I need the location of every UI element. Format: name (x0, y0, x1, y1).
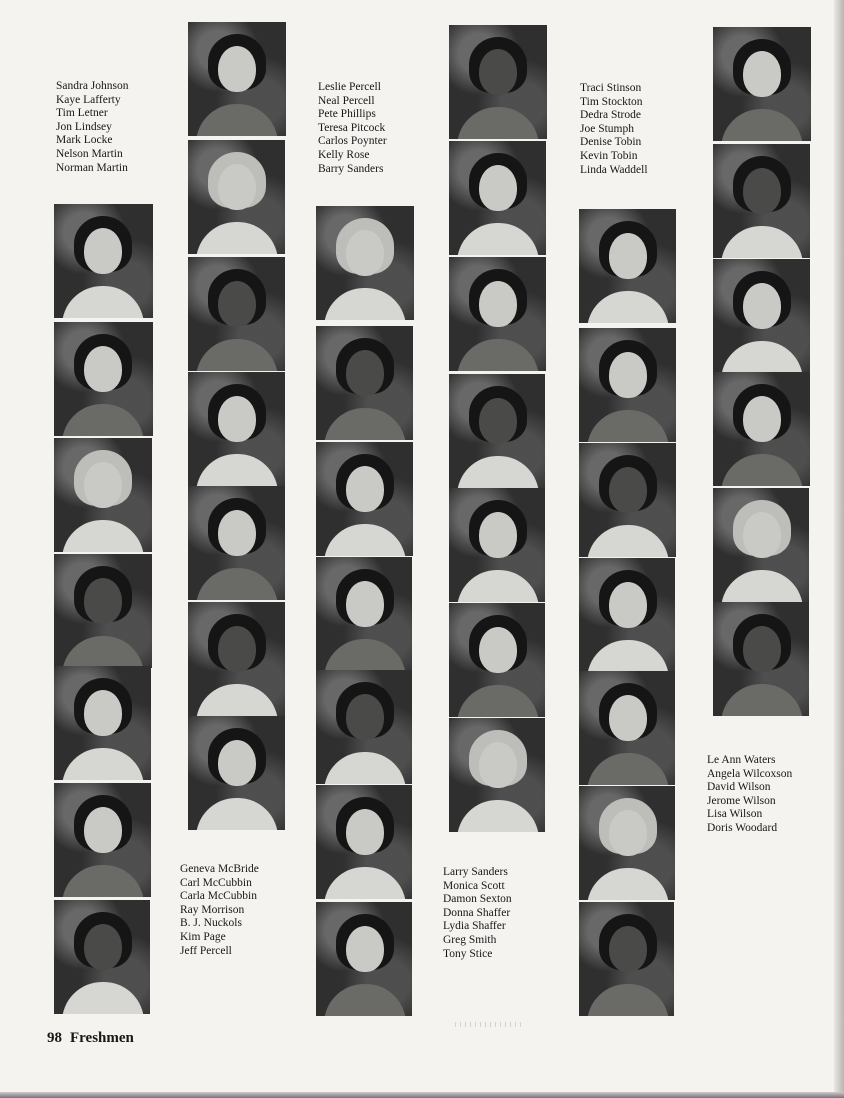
shoulders-shape (62, 982, 144, 1014)
student-portrait (713, 27, 811, 141)
face-shape (218, 281, 256, 327)
shoulders-shape (457, 800, 539, 832)
face-shape (218, 396, 256, 442)
student-name: Jerome Wilson (707, 794, 776, 807)
face-shape (743, 51, 781, 97)
student-portrait (579, 328, 676, 442)
student-portrait (449, 374, 545, 488)
student-portrait (316, 785, 412, 899)
student-name: Tony Stice (443, 947, 493, 960)
shoulders-shape (457, 456, 539, 488)
names-col1-top (56, 80, 129, 175)
face-shape (743, 626, 781, 672)
student-name: Tim Stockton (580, 95, 643, 108)
student-name: Kelly Rose (318, 148, 370, 161)
student-portrait (579, 671, 675, 785)
shoulders-shape (721, 570, 803, 602)
student-name: Carl McCubbin (180, 876, 252, 889)
shoulders-shape (457, 107, 539, 139)
shoulders-shape (587, 525, 669, 557)
student-portrait (579, 786, 675, 900)
face-shape (609, 695, 647, 741)
student-portrait (54, 554, 152, 668)
student-name: Donna Shaffer (443, 906, 511, 919)
student-portrait (579, 209, 676, 323)
face-shape (346, 694, 384, 740)
shoulders-shape (587, 984, 669, 1016)
shoulders-shape (62, 520, 144, 552)
student-portrait (316, 670, 412, 784)
student-name: Kevin Tobin (580, 149, 638, 162)
student-name: Geneva McBride (180, 863, 259, 875)
student-name: Kim Page (180, 930, 226, 943)
student-portrait (54, 783, 151, 897)
shoulders-shape (324, 984, 406, 1016)
face-shape (479, 512, 517, 558)
shoulders-shape (62, 286, 144, 318)
student-portrait (188, 716, 285, 830)
shoulders-shape (324, 752, 406, 784)
student-name: Pete Phillips (318, 108, 376, 121)
student-name: Jon Lindsey (56, 120, 112, 133)
shoulders-shape (324, 524, 406, 556)
student-portrait (188, 372, 285, 486)
names-col2-bottom (180, 863, 259, 958)
shoulders-shape (587, 640, 669, 672)
shoulders-shape (721, 109, 803, 141)
student-portrait (54, 900, 150, 1014)
names-col6-bottom (707, 754, 792, 836)
student-portrait (713, 372, 810, 486)
face-shape (743, 512, 781, 558)
student-portrait (316, 206, 414, 320)
student-portrait (713, 144, 810, 258)
face-shape (743, 283, 781, 329)
student-portrait (713, 488, 809, 602)
face-shape (479, 398, 517, 444)
face-shape (84, 578, 122, 624)
shoulders-shape (196, 568, 278, 600)
student-name: Carlos Poynter (318, 135, 387, 148)
student-portrait (188, 602, 285, 716)
student-portrait (449, 141, 546, 255)
student-portrait (188, 140, 285, 254)
shoulders-shape (587, 410, 669, 442)
face-shape (609, 810, 647, 856)
student-name: Joe Stumph (580, 122, 634, 135)
face-shape (609, 582, 647, 628)
student-name: Larry Sanders (443, 866, 508, 878)
student-name: Lydia Shaffer (443, 920, 506, 933)
page-edge (834, 0, 844, 1098)
face-shape (479, 627, 517, 673)
student-portrait (316, 326, 413, 440)
student-name: Lisa Wilson (707, 808, 763, 821)
names-col3-top (318, 81, 387, 176)
shoulders-shape (62, 404, 144, 436)
face-shape (218, 510, 256, 556)
student-name: Denise Tobin (580, 136, 642, 149)
student-name: Traci Stinson (580, 82, 642, 94)
shoulders-shape (457, 223, 539, 255)
student-name: Doris Woodard (707, 821, 778, 834)
face-shape (609, 233, 647, 279)
student-portrait (188, 486, 285, 600)
student-name: Mark Locke (56, 134, 113, 147)
face-shape (479, 165, 517, 211)
student-portrait (449, 603, 545, 717)
student-name: Angela Wilcoxson (707, 767, 793, 780)
face-shape (609, 467, 647, 513)
shoulders-shape (196, 798, 278, 830)
student-portrait (579, 558, 675, 672)
shoulders-shape (324, 288, 406, 320)
face-shape (479, 49, 517, 95)
student-name: Dedra Strode (580, 109, 641, 122)
shoulders-shape (457, 685, 539, 717)
student-portrait (54, 322, 153, 436)
shoulders-shape (324, 639, 406, 671)
face-shape (346, 466, 384, 512)
shoulders-shape (62, 636, 144, 668)
student-name: Damon Sexton (443, 893, 512, 906)
shoulders-shape (62, 748, 144, 780)
shoulders-shape (721, 341, 803, 373)
face-shape (84, 924, 122, 970)
face-shape (743, 396, 781, 442)
shoulders-shape (457, 570, 539, 602)
face-shape (346, 230, 384, 276)
student-name: Kaye Lafferty (56, 93, 121, 106)
student-name: Le Ann Waters (707, 754, 776, 766)
shoulders-shape (324, 408, 406, 440)
face-shape (479, 281, 517, 327)
student-portrait (316, 442, 413, 556)
shoulders-shape (62, 865, 144, 897)
face-shape (609, 926, 647, 972)
face-shape (218, 626, 256, 672)
page-bottom-edge (0, 1092, 844, 1098)
student-name: Sandra Johnson (56, 80, 129, 92)
student-portrait (579, 902, 674, 1016)
shoulders-shape (721, 684, 803, 716)
page-footer (47, 1030, 142, 1047)
student-name: Monica Scott (443, 879, 505, 892)
face-shape (84, 346, 122, 392)
student-name: Teresa Pitcock (318, 121, 386, 134)
face-shape (479, 742, 517, 788)
student-portrait (449, 718, 545, 832)
shoulders-shape (196, 454, 278, 486)
student-name: Greg Smith (443, 933, 497, 946)
section-title: Freshmen (70, 1030, 134, 1046)
shoulders-shape (587, 868, 669, 900)
shoulders-shape (587, 753, 669, 785)
face-shape (346, 350, 384, 396)
face-shape (84, 228, 122, 274)
names-col5-top (580, 82, 648, 177)
face-shape (218, 164, 256, 210)
student-name: B. J. Nuckols (180, 917, 242, 930)
student-portrait (188, 257, 285, 371)
student-portrait (579, 443, 676, 557)
face-shape (346, 809, 384, 855)
face-shape (743, 168, 781, 214)
shoulders-shape (721, 454, 803, 486)
student-name: Ray Morrison (180, 903, 245, 916)
shoulders-shape (196, 222, 278, 254)
shoulders-shape (721, 226, 803, 258)
student-name: Carla McCubbin (180, 890, 257, 903)
student-name: Norman Martin (56, 161, 128, 174)
face-shape (346, 581, 384, 627)
student-portrait (449, 488, 545, 602)
student-portrait (316, 902, 412, 1016)
student-portrait (54, 666, 151, 780)
student-portrait (316, 557, 412, 671)
shoulders-shape (324, 867, 406, 899)
shoulders-shape (587, 291, 669, 323)
shoulders-shape (196, 684, 278, 716)
student-name: Barry Sanders (318, 162, 384, 175)
shoulders-shape (196, 339, 278, 371)
student-portrait (449, 25, 547, 139)
student-name: Jeff Percell (180, 944, 232, 957)
shoulders-shape (457, 339, 539, 371)
student-portrait (54, 438, 152, 552)
student-name: Nelson Martin (56, 147, 123, 160)
shoulders-shape (196, 104, 278, 136)
face-shape (218, 740, 256, 786)
student-name: Neal Percell (318, 94, 375, 107)
student-name: Linda Waddell (580, 163, 648, 176)
face-shape (609, 352, 647, 398)
names-col4-bottom (443, 866, 512, 961)
student-portrait (449, 257, 546, 371)
student-name: Tim Letner (56, 107, 108, 120)
student-name: Leslie Percell (318, 81, 381, 93)
page-number: 98 (47, 1030, 62, 1046)
face-shape (84, 690, 122, 736)
face-shape (84, 462, 122, 508)
student-portrait (188, 22, 286, 136)
student-portrait (54, 204, 153, 318)
face-shape (218, 46, 256, 92)
face-shape (346, 926, 384, 972)
print-speckle (455, 1022, 525, 1027)
student-name: David Wilson (707, 781, 771, 794)
student-portrait (713, 602, 809, 716)
student-portrait (713, 259, 810, 373)
face-shape (84, 807, 122, 853)
